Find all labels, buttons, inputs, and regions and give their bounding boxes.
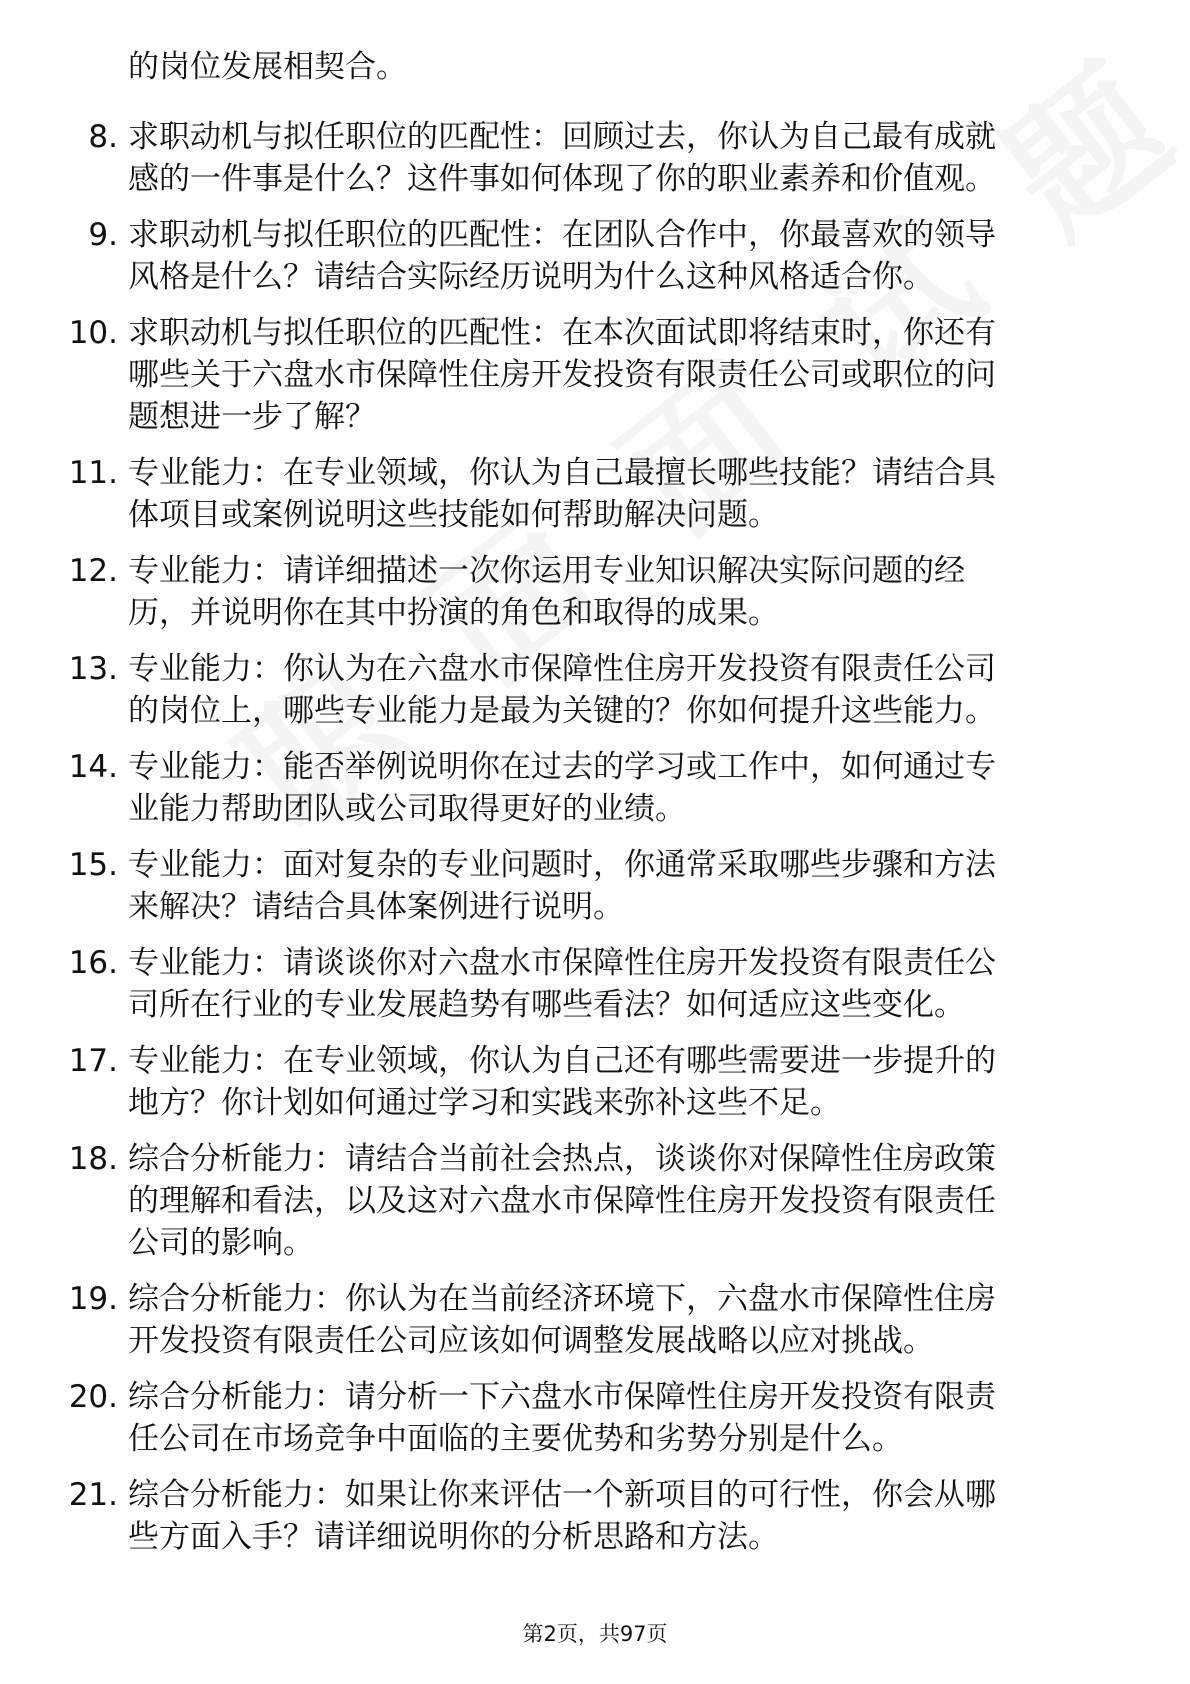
question-item-10 bbox=[0, 312, 1190, 438]
question-item-19 bbox=[0, 1278, 1190, 1362]
question-number: 13. bbox=[68, 651, 118, 687]
question-text-line: 体项目或案例说明这些技能如何帮助解决问题。 bbox=[128, 497, 779, 533]
question-number: 17. bbox=[68, 1043, 118, 1079]
question-item-9 bbox=[0, 214, 1190, 298]
question-item-8 bbox=[0, 116, 1190, 200]
question-text-line: 公司的影响。 bbox=[128, 1225, 314, 1261]
question-text-line: 风格是什么？请结合实际经历说明为什么这种风格适合你。 bbox=[128, 259, 934, 295]
question-text-line: 感的一件事是什么？这件事如何体现了你的职业素养和价值观。 bbox=[128, 161, 996, 197]
question-item-15 bbox=[0, 844, 1190, 928]
question-text-line: 业能力帮助团队或公司取得更好的业绩。 bbox=[128, 791, 686, 827]
question-text-line: 求职动机与拟任职位的匹配性：在本次面试即将结束时，你还有 bbox=[128, 315, 996, 351]
question-number: 10. bbox=[68, 315, 118, 351]
question-text-line: 司所在行业的专业发展趋势有哪些看法？如何适应这些变化。 bbox=[128, 987, 965, 1023]
question-text-line: 来解决？请结合具体案例进行说明。 bbox=[128, 889, 624, 925]
question-text-line: 的理解和看法，以及这对六盘水市保障性住房开发投资有限责任 bbox=[128, 1183, 996, 1219]
question-text-line: 题想进一步了解？ bbox=[128, 399, 376, 435]
question-text-line: 专业能力：请详细描述一次你运用专业知识解决实际问题的经 bbox=[128, 553, 965, 589]
question-text-line: 专业能力：请谈谈你对六盘水市保障性住房开发投资有限责任公 bbox=[128, 945, 996, 981]
question-item-20 bbox=[0, 1376, 1190, 1460]
question-number: 12. bbox=[68, 553, 118, 589]
question-item-12 bbox=[0, 550, 1190, 634]
question-item-21 bbox=[0, 1474, 1190, 1558]
question-text-line: 地方？你计划如何通过学习和实践来弥补这些不足。 bbox=[128, 1085, 841, 1121]
question-number: 19. bbox=[68, 1281, 118, 1317]
question-item-16 bbox=[0, 942, 1190, 1026]
question-number: 16. bbox=[68, 945, 118, 981]
question-list bbox=[0, 46, 1190, 1572]
question-text-line: 些方面入手？请详细说明你的分析思路和方法。 bbox=[128, 1519, 779, 1555]
question-number: 18. bbox=[68, 1141, 118, 1177]
question-number: 14. bbox=[68, 749, 118, 785]
page-number-footer: 第2页，共97页 bbox=[522, 1622, 668, 1646]
question-text-line: 专业能力：在专业领域，你认为自己最擅长哪些技能？请结合具 bbox=[128, 455, 996, 491]
question-item-18 bbox=[0, 1138, 1190, 1264]
question-item-14 bbox=[0, 746, 1190, 830]
question-text-line: 专业能力：面对复杂的专业问题时，你通常采取哪些步骤和方法 bbox=[128, 847, 996, 883]
question-number: 9. bbox=[88, 217, 118, 253]
question-text-line: 专业能力：在专业领域，你认为自己还有哪些需要进一步提升的 bbox=[128, 1043, 996, 1079]
question-text-line: 综合分析能力：如果让你来评估一个新项目的可行性，你会从哪 bbox=[128, 1477, 996, 1513]
question-number: 15. bbox=[68, 847, 118, 883]
continuation-text: 的岗位发展相契合。 bbox=[128, 49, 407, 85]
question-text-line: 专业能力：你认为在六盘水市保障性住房开发投资有限责任公司 bbox=[128, 651, 996, 687]
question-text-line: 综合分析能力：请结合当前社会热点，谈谈你对保障性住房政策 bbox=[128, 1141, 996, 1177]
question-text-line: 的岗位上，哪些专业能力是最为关键的？你如何提升这些能力。 bbox=[128, 693, 996, 729]
question-text-line: 求职动机与拟任职位的匹配性：回顾过去，你认为自己最有成就 bbox=[128, 119, 996, 155]
question-number: 21. bbox=[68, 1477, 118, 1513]
question-text-line: 任公司在市场竞争中面临的主要优势和劣势分别是什么。 bbox=[128, 1421, 903, 1457]
question-number: 8. bbox=[88, 119, 118, 155]
question-item-13 bbox=[0, 648, 1190, 732]
question-text-line: 历，并说明你在其中扮演的角色和取得的成果。 bbox=[128, 595, 779, 631]
question-text-line: 综合分析能力：请分析一下六盘水市保障性住房开发投资有限责 bbox=[128, 1379, 996, 1415]
question-number: 11. bbox=[68, 455, 118, 491]
question-item-11 bbox=[0, 452, 1190, 536]
question-text-line: 专业能力：能否举例说明你在过去的学习或工作中，如何通过专 bbox=[128, 749, 996, 785]
question-item-17 bbox=[0, 1040, 1190, 1124]
question-text-line: 开发投资有限责任公司应该如何调整发展战略以应对挑战。 bbox=[128, 1323, 934, 1359]
question-text-line: 哪些关于六盘水市保障性住房开发投资有限责任公司或职位的问 bbox=[128, 357, 996, 393]
question-number: 20. bbox=[68, 1379, 118, 1415]
question-text-line: 综合分析能力：你认为在当前经济环境下，六盘水市保障性住房 bbox=[128, 1281, 996, 1317]
question-text-line: 求职动机与拟任职位的匹配性：在团队合作中，你最喜欢的领导 bbox=[128, 217, 996, 253]
